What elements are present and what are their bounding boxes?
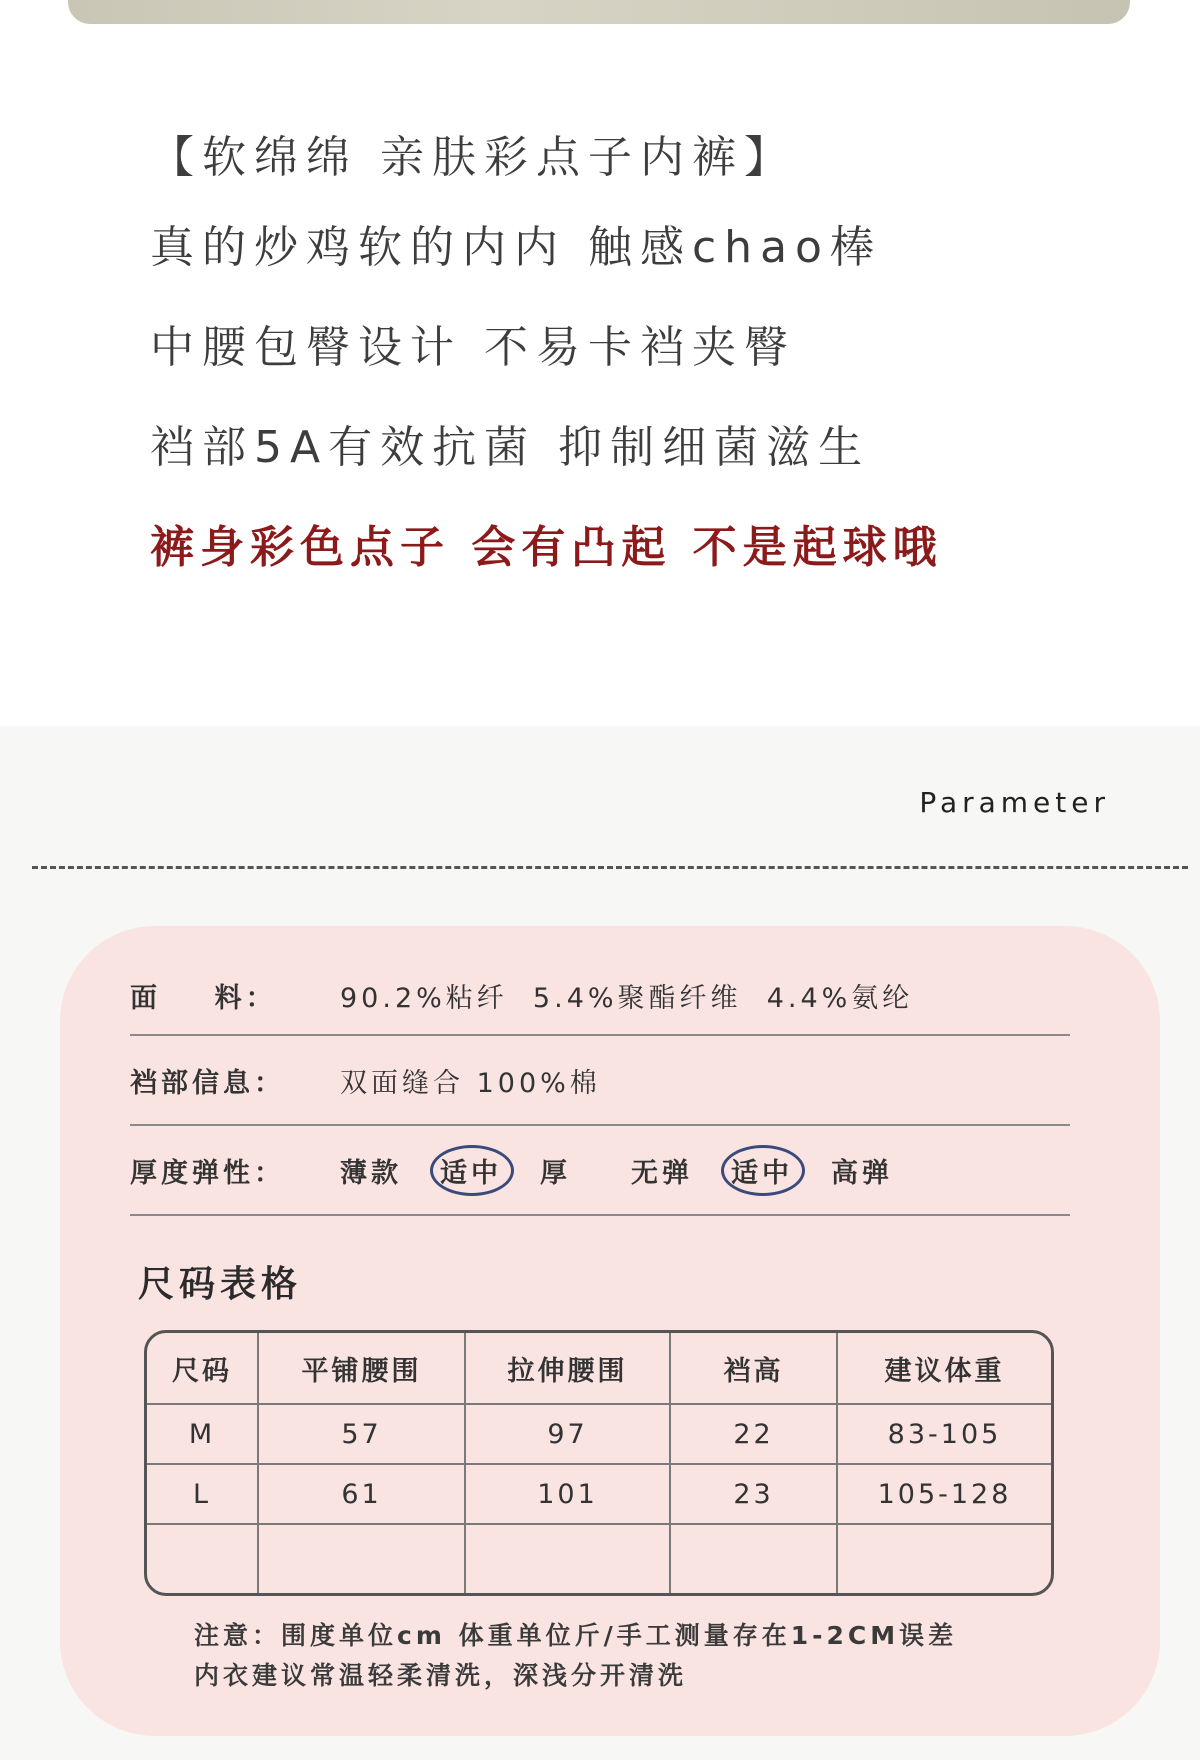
table-cell-empty <box>466 1525 671 1593</box>
table-cell-empty <box>838 1525 1051 1593</box>
table-header-cell: 裆高 <box>671 1333 838 1403</box>
dashed-divider <box>32 866 1188 869</box>
spec-row-thickness <box>130 1126 1070 1216</box>
intro-highlight-note: 裤身彩色点子 会有凸起 不是起球哦 <box>150 522 943 573</box>
table-cell: 105-128 <box>877 1478 1012 1510</box>
intro-copy <box>150 118 1110 598</box>
table-header-cell: 平铺腰围 <box>259 1333 466 1403</box>
intro-line: 裆部5A有效抗菌 抑制细菌滋生 <box>150 422 871 473</box>
table-cell: 23 <box>671 1465 838 1523</box>
elasticity-option-medium-selected: 适中 <box>731 1151 793 1190</box>
spec-card <box>60 926 1160 1736</box>
table-cell-empty <box>259 1525 466 1593</box>
table-cell-empty <box>671 1525 838 1593</box>
spec-key-thickness: 厚度弹性： <box>130 1157 285 1189</box>
spec-row-crotch <box>130 1036 1070 1126</box>
elasticity-option-none: 无弹 <box>631 1157 693 1189</box>
size-table-title: 尺码表格 <box>138 1264 303 1305</box>
table-cell: 57 <box>259 1405 466 1463</box>
parameter-section <box>0 726 1200 1760</box>
table-row-empty <box>147 1525 1051 1593</box>
table-header-cell: 尺码 <box>147 1333 259 1403</box>
product-photo-strip <box>68 0 1130 24</box>
spec-value-fabric: 90.2%粘纤 5.4%聚酯纤维 4.4%氨纶 <box>340 982 914 1014</box>
table-cell: M <box>147 1405 259 1463</box>
elasticity-option-high: 高弹 <box>831 1157 893 1189</box>
table-header-cell: 建议体重 <box>884 1355 1005 1387</box>
thickness-option-thin: 薄款 <box>340 1157 402 1189</box>
thickness-option-thick: 厚 <box>540 1157 571 1189</box>
table-row <box>147 1465 1051 1525</box>
note-line-washing: 内衣建议常温轻柔清洗，深浅分开清洗 <box>194 1661 688 1690</box>
note-line-measurement: 注意：围度单位cm 体重单位斤/手工测量存在1-2CM误差 <box>194 1621 958 1650</box>
table-cell: 83-105 <box>887 1418 1002 1450</box>
table-cell: 22 <box>671 1405 838 1463</box>
intro-headline: 【软绵绵 亲肤彩点子内裤】 <box>150 132 796 183</box>
table-cell: 97 <box>466 1405 671 1463</box>
spec-key-fabric: 面 料： <box>130 982 277 1014</box>
parameter-label: Parameter <box>919 786 1110 819</box>
table-header-row <box>147 1333 1051 1405</box>
intro-line: 中腰包臀设计 不易卡裆夹臀 <box>150 322 796 373</box>
size-table <box>144 1330 1054 1596</box>
thickness-option-medium-selected: 适中 <box>440 1151 502 1190</box>
care-notes <box>194 1616 1094 1696</box>
table-cell: L <box>147 1465 259 1523</box>
spec-row-fabric <box>130 956 1070 1036</box>
table-header-cell: 拉伸腰围 <box>466 1333 671 1403</box>
spec-value-crotch: 双面缝合 100%棉 <box>340 1067 601 1099</box>
table-cell: 61 <box>259 1465 466 1523</box>
spec-key-crotch: 裆部信息： <box>130 1067 285 1099</box>
intro-line: 真的炒鸡软的内内 触感chao棒 <box>150 222 882 273</box>
table-row <box>147 1405 1051 1465</box>
table-cell: 101 <box>466 1465 671 1523</box>
table-cell-empty <box>147 1525 259 1593</box>
